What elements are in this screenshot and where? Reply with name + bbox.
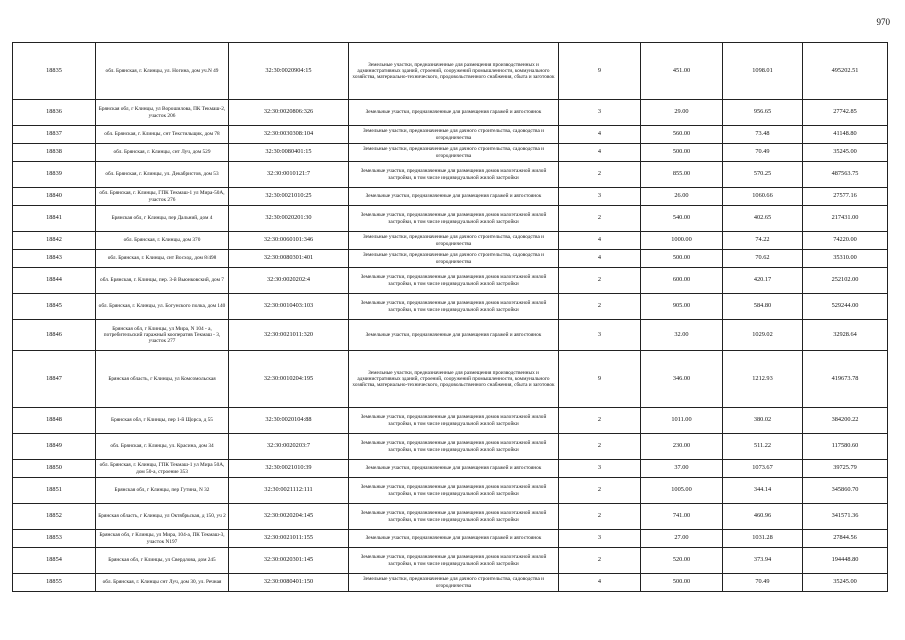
table-row — [13, 250, 888, 268]
cadastral-value-cell: 341571.36 — [803, 504, 888, 530]
row-id-cell: 18854 — [13, 548, 96, 574]
area-cell: 346.00 — [641, 351, 723, 408]
cadastral-number-cell: 32:30:0080401:15 — [229, 144, 349, 162]
specific-value-cell: 1098.01 — [723, 43, 803, 100]
row-id-cell: 18840 — [13, 188, 96, 206]
table-row — [13, 530, 888, 548]
row-id-cell: 18835 — [13, 43, 96, 100]
land-use-cell: Земельные участки, предназначенные для размещения домов малоэтажной жилой застройки, в том числе индивидуальной жилой застройки — [349, 294, 559, 320]
cadastral-number-cell: 32:30:0021010:39 — [229, 460, 349, 478]
table-row — [13, 434, 888, 460]
specific-value-cell: 70.49 — [723, 144, 803, 162]
cadastral-value-cell: 252102.00 — [803, 268, 888, 294]
table-body — [13, 43, 888, 592]
table-row — [13, 460, 888, 478]
land-use-cell: Земельные участки, предназначенные для дачного строительства, садоводства и огородничества — [349, 126, 559, 144]
specific-value-cell: 70.62 — [723, 250, 803, 268]
specific-value-cell: 344.14 — [723, 478, 803, 504]
cadastral-value-cell: 529244.00 — [803, 294, 888, 320]
area-cell: 500.00 — [641, 574, 723, 592]
group-cell: 2 — [559, 504, 641, 530]
cadastral-number-cell: 32:30:0020204:145 — [229, 504, 349, 530]
address-cell: Брянская обл, г Клинцы, пер 1-й Щорса, д 55 — [96, 408, 229, 434]
table-row — [13, 351, 888, 408]
row-id-cell: 18846 — [13, 320, 96, 351]
cadastral-value-cell: 345860.70 — [803, 478, 888, 504]
group-cell: 3 — [559, 100, 641, 126]
cadastral-number-cell: 32:30:0020806:326 — [229, 100, 349, 126]
table-row — [13, 320, 888, 351]
address-cell: Брянская обл, г Клинцы, пер Дальний, дом 4 — [96, 206, 229, 232]
cadastral-number-cell: 32:30:0030308:104 — [229, 126, 349, 144]
table-row — [13, 162, 888, 188]
specific-value-cell: 1073.67 — [723, 460, 803, 478]
address-cell: обл. Брянская, г. Клинцы, пер. 3-й Вьюнковский, дом 7 — [96, 268, 229, 294]
row-id-cell: 18848 — [13, 408, 96, 434]
cadastral-value-cell: 27577.16 — [803, 188, 888, 206]
area-cell: 520.00 — [641, 548, 723, 574]
cadastral-number-cell: 32:30:0010204:195 — [229, 351, 349, 408]
specific-value-cell: 570.25 — [723, 162, 803, 188]
cadastral-number-cell: 32:30:0020203:7 — [229, 434, 349, 460]
cadastral-value-cell: 41148.80 — [803, 126, 888, 144]
group-cell: 2 — [559, 162, 641, 188]
row-id-cell: 18855 — [13, 574, 96, 592]
cadastral-value-cell: 35245.00 — [803, 574, 888, 592]
cadastral-number-cell: 32:30:0010121:7 — [229, 162, 349, 188]
table-row — [13, 206, 888, 232]
row-id-cell: 18844 — [13, 268, 96, 294]
cadastral-value-cell: 487563.75 — [803, 162, 888, 188]
row-id-cell: 18850 — [13, 460, 96, 478]
group-cell: 9 — [559, 351, 641, 408]
cadastral-number-cell: 32:30:0010403:103 — [229, 294, 349, 320]
cadastral-number-cell: 32:30:0060101:346 — [229, 232, 349, 250]
land-use-cell: Земельные участки, предназначенные для дачного строительства, садоводства и огородничества — [349, 144, 559, 162]
cadastral-value-cell: 117580.60 — [803, 434, 888, 460]
area-cell: 451.00 — [641, 43, 723, 100]
area-cell: 1005.00 — [641, 478, 723, 504]
cadastral-number-cell: 32:30:0021011:320 — [229, 320, 349, 351]
specific-value-cell: 460.96 — [723, 504, 803, 530]
area-cell: 600.00 — [641, 268, 723, 294]
area-cell: 500.00 — [641, 250, 723, 268]
cadastral-number-cell: 32:30:0021010:25 — [229, 188, 349, 206]
address-cell: обл. Брянская, г. Клинцы, ГПК Текмаш-1 ул Мира 50А, дом 50-а, строение 353 — [96, 460, 229, 478]
row-id-cell: 18851 — [13, 478, 96, 504]
table-row — [13, 100, 888, 126]
cadastral-number-cell: 32:30:0020202:4 — [229, 268, 349, 294]
specific-value-cell: 956.65 — [723, 100, 803, 126]
specific-value-cell: 70.49 — [723, 574, 803, 592]
group-cell: 3 — [559, 460, 641, 478]
specific-value-cell: 584.80 — [723, 294, 803, 320]
cadastral-number-cell: 32:30:0021112:111 — [229, 478, 349, 504]
area-cell: 27.00 — [641, 530, 723, 548]
cadastral-number-cell: 32:30:0020201:30 — [229, 206, 349, 232]
area-cell: 29.00 — [641, 100, 723, 126]
row-id-cell: 18837 — [13, 126, 96, 144]
address-cell: обл. Брянская, г. Клинцы, дом 370 — [96, 232, 229, 250]
specific-value-cell: 1060.66 — [723, 188, 803, 206]
row-id-cell: 18841 — [13, 206, 96, 232]
group-cell: 4 — [559, 250, 641, 268]
area-cell: 1000.00 — [641, 232, 723, 250]
cadastral-value-cell: 32928.64 — [803, 320, 888, 351]
area-cell: 37.00 — [641, 460, 723, 478]
cadastral-value-cell: 35310.00 — [803, 250, 888, 268]
group-cell: 2 — [559, 478, 641, 504]
group-cell: 4 — [559, 232, 641, 250]
area-cell: 905.00 — [641, 294, 723, 320]
specific-value-cell: 1212.93 — [723, 351, 803, 408]
table-row — [13, 188, 888, 206]
cadastral-value-cell: 39725.79 — [803, 460, 888, 478]
cadastral-number-cell: 32:30:0080401:150 — [229, 574, 349, 592]
address-cell: обл. Брянская, г. Клинцы, ул. Ногина, дом уч.N 49 — [96, 43, 229, 100]
land-use-cell: Земельные участки, предназначенные для размещения домов малоэтажной жилой застройки, в том числе индивидуальной жилой застройки — [349, 504, 559, 530]
land-use-cell: Земельные участки, предназначенные для дачного строительства, садоводства и огородничества — [349, 574, 559, 592]
address-cell: Брянская обл, г Клинцы, пер Гутина, N 32 — [96, 478, 229, 504]
specific-value-cell: 511.22 — [723, 434, 803, 460]
area-cell: 1011.00 — [641, 408, 723, 434]
address-cell: обл. Брянская, г. Клинцы, ул. Красина, дом 34 — [96, 434, 229, 460]
land-use-cell: Земельные участки, предназначенные для размещения гаражей и автостоянок — [349, 188, 559, 206]
group-cell: 3 — [559, 530, 641, 548]
row-id-cell: 18842 — [13, 232, 96, 250]
row-id-cell: 18838 — [13, 144, 96, 162]
group-cell: 2 — [559, 408, 641, 434]
row-id-cell: 18839 — [13, 162, 96, 188]
address-cell: Брянская область, г Клинцы, ул Комсомольская — [96, 351, 229, 408]
group-cell: 2 — [559, 548, 641, 574]
cadastral-number-cell: 32:30:0021011:155 — [229, 530, 349, 548]
land-use-cell: Земельные участки, предназначенные для размещения домов малоэтажной жилой застройки, в том числе индивидуальной жилой застройки — [349, 478, 559, 504]
table-row — [13, 232, 888, 250]
cadastral-value-table — [12, 42, 888, 592]
cadastral-value-cell: 194448.80 — [803, 548, 888, 574]
address-cell: Брянская обл, г Клинцы, ул Свердлова, дом 245 — [96, 548, 229, 574]
land-use-cell: Земельные участки, предназначенные для размещения гаражей и автостоянок — [349, 460, 559, 478]
group-cell: 4 — [559, 574, 641, 592]
group-cell: 3 — [559, 188, 641, 206]
address-cell: обл. Брянская, г. Клинцы, ГПК Текмаш-1 ул Мира-50А, участок 276 — [96, 188, 229, 206]
area-cell: 32.00 — [641, 320, 723, 351]
area-cell: 540.00 — [641, 206, 723, 232]
land-use-cell: Земельные участки, предназначенные для размещения домов малоэтажной жилой застройки, в том числе индивидуальной жилой застройки — [349, 408, 559, 434]
group-cell: 3 — [559, 320, 641, 351]
address-cell: обл. Брянская, г. Клинцы, ул. Богунского полка, дом 140 — [96, 294, 229, 320]
table-row — [13, 574, 888, 592]
land-use-cell: Земельные участки, предназначенные для размещения домов малоэтажной жилой застройки, в том числе индивидуальной жилой застройки — [349, 434, 559, 460]
area-cell: 500.00 — [641, 144, 723, 162]
row-id-cell: 18847 — [13, 351, 96, 408]
address-cell: обл. Брянская, г. Клинцы, снт Восход, дом 8/498 — [96, 250, 229, 268]
area-cell: 26.00 — [641, 188, 723, 206]
specific-value-cell: 74.22 — [723, 232, 803, 250]
land-use-cell: Земельные участки, предназначенные для размещения производственных и административных зданий, строений, сооружений промышленности, коммунального хозяйства, материально-технического, продовольственного снабжения, сбыта и заготовок — [349, 351, 559, 408]
land-use-cell: Земельные участки, предназначенные для размещения производственных и административных зданий, строений, сооружений промышленности, коммунального хозяйства, материально-технического, продовольственного снабжения, сбыта и заготовок — [349, 43, 559, 100]
group-cell: 2 — [559, 294, 641, 320]
area-cell: 741.00 — [641, 504, 723, 530]
specific-value-cell: 1029.02 — [723, 320, 803, 351]
address-cell: Брянская область, г Клинцы, ул Октябрьская, д 150, уч 2 — [96, 504, 229, 530]
cadastral-value-cell: 35245.00 — [803, 144, 888, 162]
row-id-cell: 18843 — [13, 250, 96, 268]
area-cell: 560.00 — [641, 126, 723, 144]
group-cell: 4 — [559, 126, 641, 144]
row-id-cell: 18836 — [13, 100, 96, 126]
cadastral-value-cell: 217431.00 — [803, 206, 888, 232]
cadastral-value-cell: 27844.56 — [803, 530, 888, 548]
cadastral-number-cell: 32:30:0020301:145 — [229, 548, 349, 574]
row-id-cell: 18845 — [13, 294, 96, 320]
group-cell: 9 — [559, 43, 641, 100]
table-row — [13, 126, 888, 144]
land-use-cell: Земельные участки, предназначенные для размещения домов малоэтажной жилой застройки, в том числе индивидуальной жилой застройки — [349, 162, 559, 188]
address-cell: Брянская обл, г Клинцы, ул Мира, 104-а, ПК Текмаш-3, участок N197 — [96, 530, 229, 548]
table-row — [13, 268, 888, 294]
specific-value-cell: 402.65 — [723, 206, 803, 232]
land-use-cell: Земельные участки, предназначенные для размещения гаражей и автостоянок — [349, 530, 559, 548]
address-cell: обл. Брянская, г. Клинцы, снт Луч, дом 529 — [96, 144, 229, 162]
table-row — [13, 504, 888, 530]
address-cell: Брянская обл, г Клинцы, ул Мира, N 104 - а, потребительский гаражный кооператив Текмаш - 3, участок 277 — [96, 320, 229, 351]
cadastral-value-cell: 74220.00 — [803, 232, 888, 250]
land-use-cell: Земельные участки, предназначенные для размещения гаражей и автостоянок — [349, 320, 559, 351]
group-cell: 2 — [559, 268, 641, 294]
specific-value-cell: 73.48 — [723, 126, 803, 144]
land-use-cell: Земельные участки, предназначенные для размещения домов малоэтажной жилой застройки, в том числе индивидуальной жилой застройки — [349, 206, 559, 232]
address-cell: обл. Брянская, г. Клинцы, снт Текстильщик, дом 78 — [96, 126, 229, 144]
cadastral-value-cell: 27742.85 — [803, 100, 888, 126]
cadastral-number-cell: 32:30:0020904:15 — [229, 43, 349, 100]
area-cell: 855.00 — [641, 162, 723, 188]
specific-value-cell: 420.17 — [723, 268, 803, 294]
specific-value-cell: 380.02 — [723, 408, 803, 434]
area-cell: 230.00 — [641, 434, 723, 460]
group-cell: 2 — [559, 434, 641, 460]
address-cell: Брянская обл, г Клинцы, ул Ворошилова, ПК Текмаш-2, участок 206 — [96, 100, 229, 126]
table-row — [13, 478, 888, 504]
row-id-cell: 18852 — [13, 504, 96, 530]
land-use-cell: Земельные участки, предназначенные для размещения гаражей и автостоянок — [349, 100, 559, 126]
address-cell: обл. Брянская, г. Клинцы, ул. Декабристов, дом 53 — [96, 162, 229, 188]
cadastral-value-cell: 384200.22 — [803, 408, 888, 434]
table-row — [13, 144, 888, 162]
cadastral-value-cell: 419673.78 — [803, 351, 888, 408]
table-row — [13, 43, 888, 100]
page-number: 970 — [876, 17, 890, 27]
group-cell: 4 — [559, 144, 641, 162]
cadastral-number-cell: 32:30:0020104:88 — [229, 408, 349, 434]
row-id-cell: 18853 — [13, 530, 96, 548]
land-use-cell: Земельные участки, предназначенные для дачного строительства, садоводства и огородничества — [349, 250, 559, 268]
cadastral-number-cell: 32:30:0080301:401 — [229, 250, 349, 268]
row-id-cell: 18849 — [13, 434, 96, 460]
land-use-cell: Земельные участки, предназначенные для дачного строительства, садоводства и огородничества — [349, 232, 559, 250]
table-row — [13, 294, 888, 320]
specific-value-cell: 1031.28 — [723, 530, 803, 548]
address-cell: обл. Брянская, г. Клинцы снт Луч, дом 30, ул. Речная — [96, 574, 229, 592]
table-row — [13, 548, 888, 574]
table-row — [13, 408, 888, 434]
cadastral-value-cell: 495202.51 — [803, 43, 888, 100]
group-cell: 2 — [559, 206, 641, 232]
specific-value-cell: 373.94 — [723, 548, 803, 574]
land-use-cell: Земельные участки, предназначенные для размещения домов малоэтажной жилой застройки, в том числе индивидуальной жилой застройки — [349, 268, 559, 294]
land-use-cell: Земельные участки, предназначенные для размещения домов малоэтажной жилой застройки, в том числе индивидуальной жилой застройки — [349, 548, 559, 574]
